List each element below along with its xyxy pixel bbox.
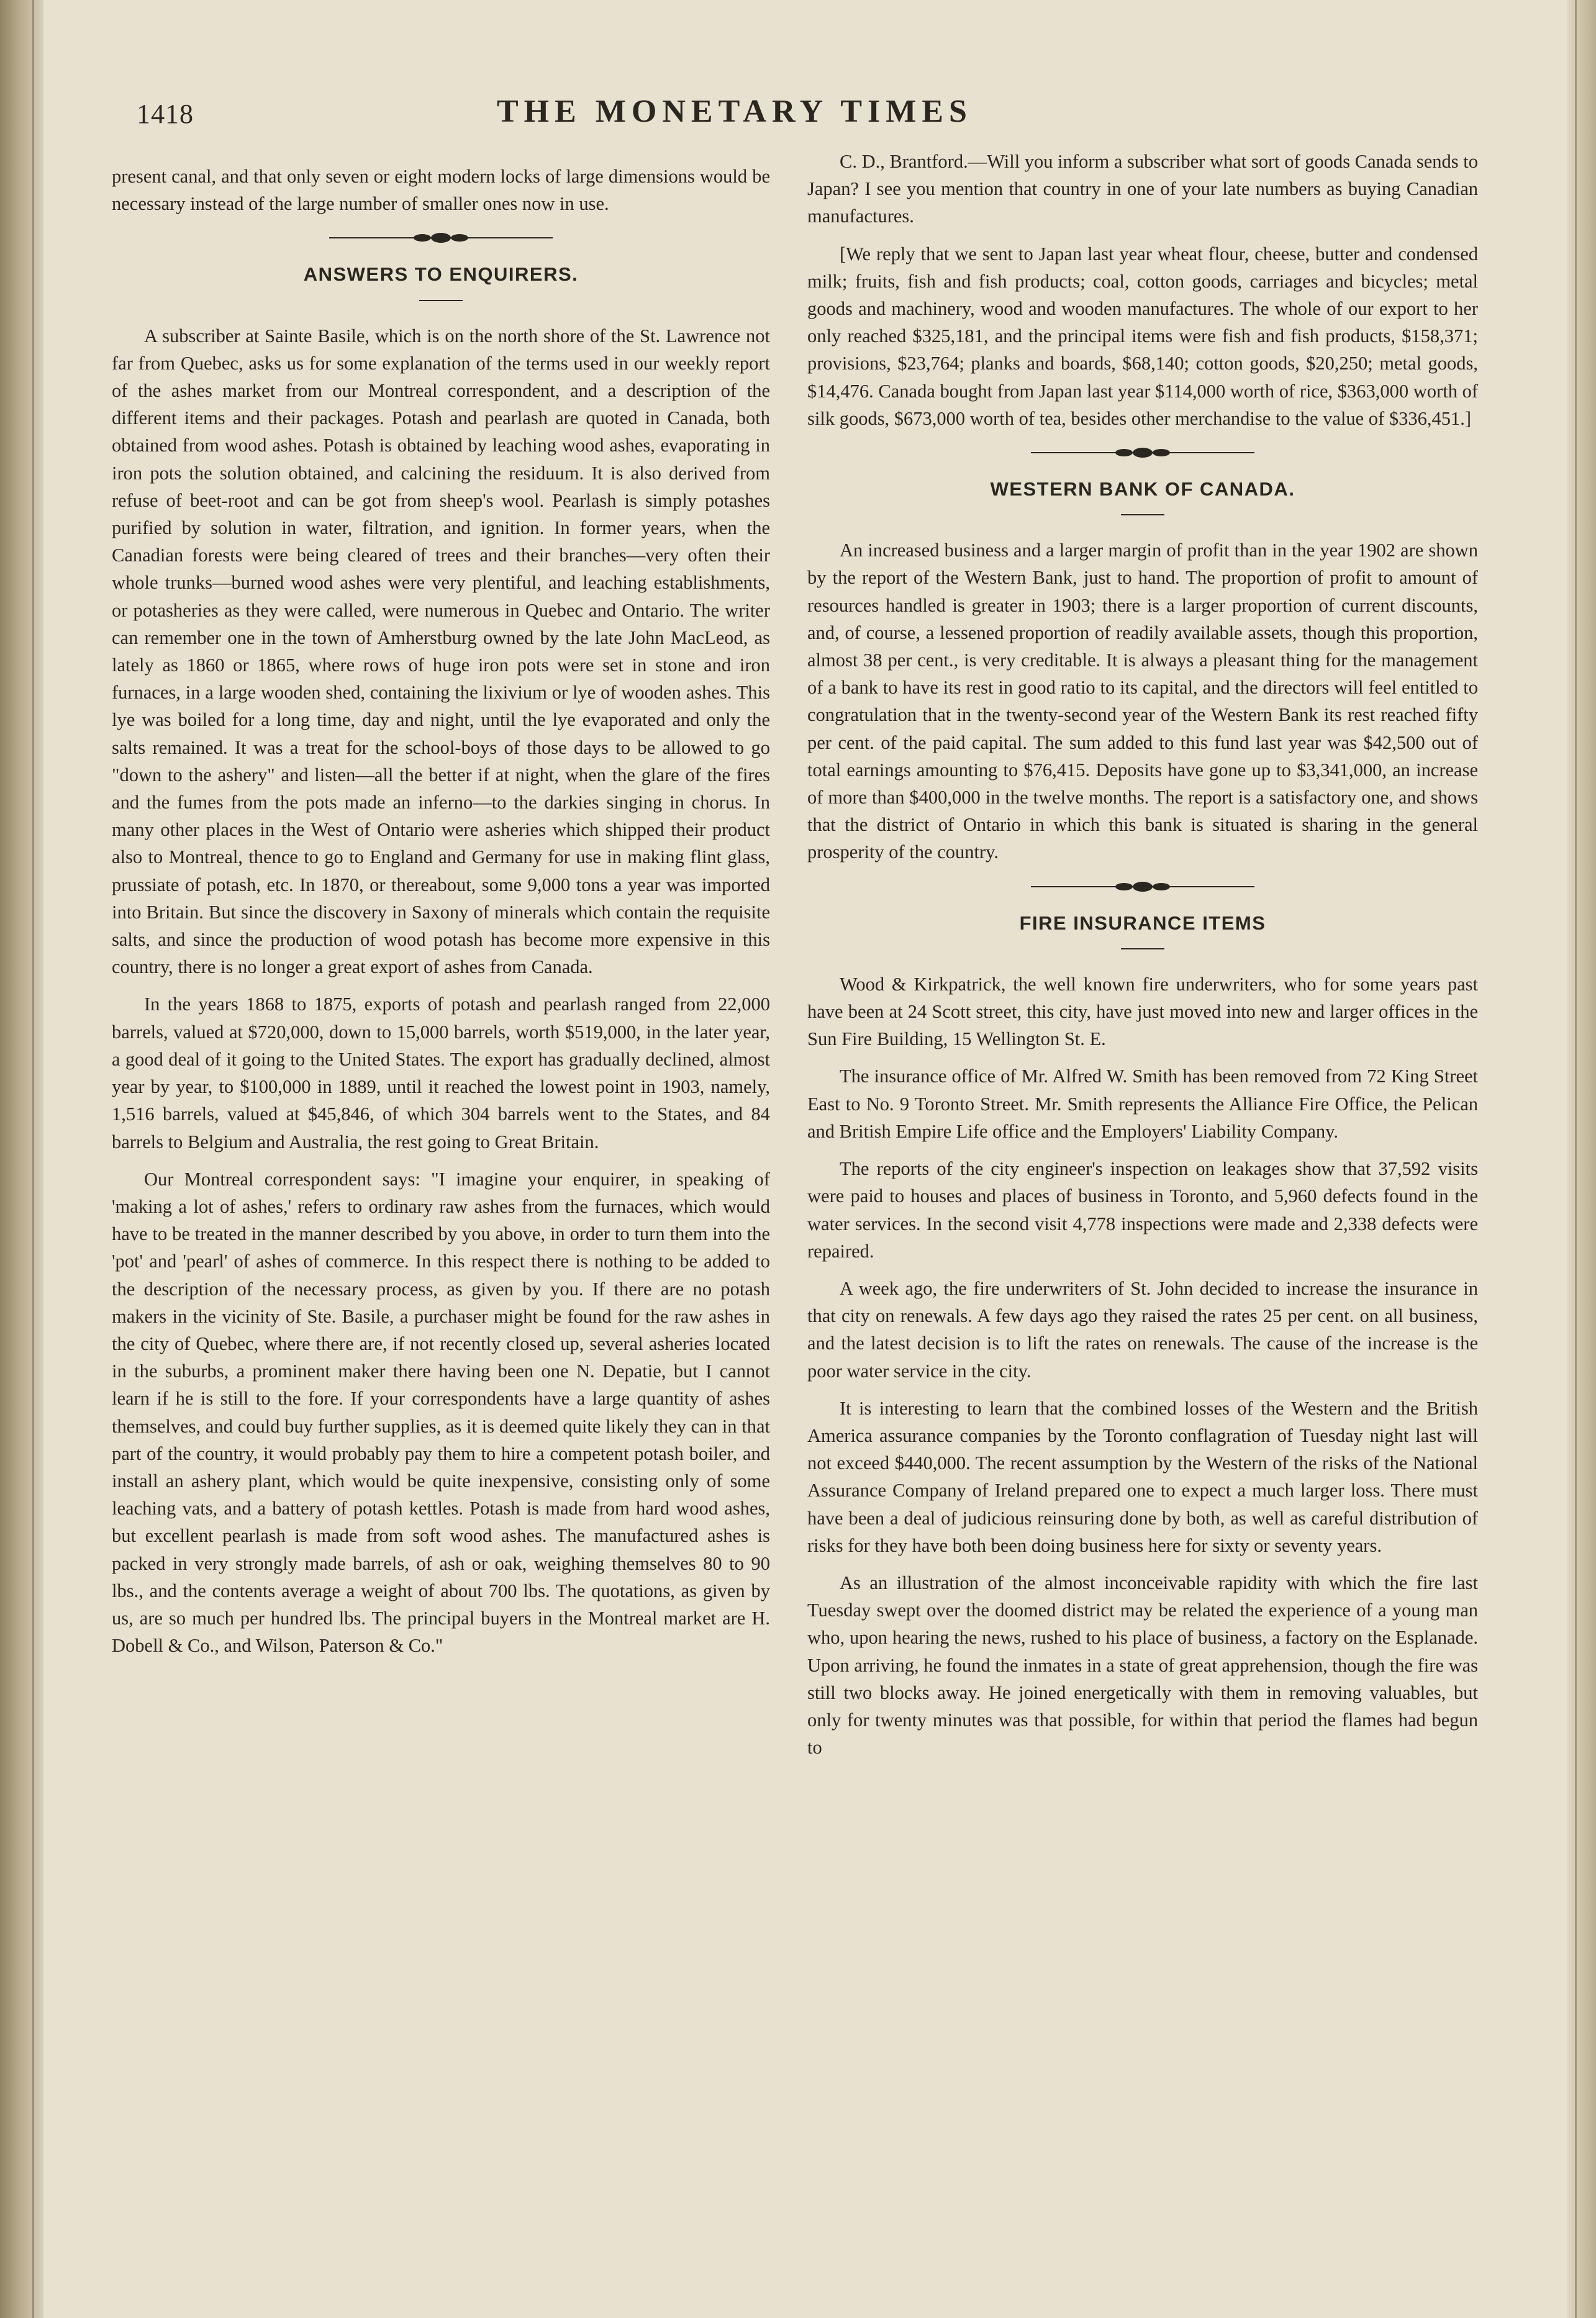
book-spine-shadow xyxy=(0,0,43,2318)
left-column xyxy=(112,163,770,1669)
reply-paragraph: [We reply that we sent to Japan last year wheat flour, cheese, butter and condensed milk; fruits, fish and fish products; coal, cotton goods, carriages and bicycles; metal goods and machinery, wood and wooden manufactures. The whole of our export to her only reached $325,181, and the principal items were fish and fish products, $158,371; provisions, $23,764; planks and boards, $68,140; cotton goods, $20,250; metal goods, $14,476. Canada bought from Japan last year $114,000 worth of rice, $363,000 worth of silk goods, $673,000 worth of tea, besides other merchandise to the value of $336,451.] xyxy=(807,243,1478,429)
edge-rule xyxy=(1575,0,1577,2318)
section-heading-fire-insurance: FIRE INSURANCE ITEMS xyxy=(1019,912,1266,934)
fire-paragraph-1: Wood & Kirkpatrick, the well known fire underwriters, who for some years past have been at 24 Scott street, this city, have just moved into new and larger offices in the Sun Fire Building, 15 Wellington St. E. xyxy=(807,973,1478,1050)
right-column xyxy=(807,148,1478,1771)
page-header xyxy=(137,93,1515,149)
page-edge xyxy=(1567,0,1596,2318)
fire-paragraph-6: As an illustration of the almost inconceivable rapidity with which the fire last Tuesday swept over the doomed district may be related the experience of a young man who, upon hearing the news, rushed to his place of business, a factory on the Esplanade. Upon arriving, he found the inmates in a state of great apprehension, though the fire was still two blocks away. He joined energetically with them in removing valuables, but only for twenty minutes was that possible, for within that period the flames had begun to xyxy=(807,1572,1478,1759)
gutter-line xyxy=(32,0,34,2318)
enquiry-paragraph: C. D., Brantford.—Will you inform a subscriber what sort of goods Canada sends to Japan? I see you mention that country in one of your late numbers as buying Canadian manufactures. xyxy=(807,151,1478,227)
section-heading-answers: ANSWERS TO ENQUIRERS. xyxy=(303,263,579,286)
short-rule xyxy=(1121,948,1164,949)
answers-paragraph-3: Our Montreal correspondent says: "I imagine your enquirer, in speaking of 'making a lot of ashes,' refers to ordinary raw ashes from the furnaces, which would have to be treated in the manner described by you above, in order to turn them into the 'pot' and 'pearl' of ashes of commerce. In this respect there is nothing to be added to the description of the necessary process, as given by you. If there are no potash makers in the vicinity of Ste. Basile, a purchaser might be found for the raw ashes in the city of Quebec, where there are, if not recently closed up, several asheries located in the suburbs, a prominent maker there having been one N. Depatie, but I cannot learn if he is still to the fore. If your correspondents have a large quantity of ashes themselves, and could buy further supplies, as it is deemed quite likely they can in that part of the country, it would probably pay them to hire a competent potash boiler, and install an ashery plant, which would be quite inexpensive, consisting only of some leaching vats, and a battery of potash kettles. Potash is made from hard wood ashes, but excellent pearlash is made from soft wood ashes. The manufactured ashes is packed in very strongly made barrels, of ash or oak, weighing themselves 80 to 90 lbs., and the contents average a weight of about 700 lbs. The quotations, as given by us, are so much per hundred lbs. The principal buyers in the Montreal market are H. Dobell & Co., and Wilson, Paterson & Co." xyxy=(112,1168,770,1657)
answers-paragraph-2: In the years 1868 to 1875, exports of potash and pearlash ranged from 22,000 barrels, valued at $720,000, down to 15,000 barrels, worth $519,000, in the later year, a good deal of it going to the United States. The export has gradually declined, almost year by year, to $100,000 in 1889, until it reached the lowest point in 1903, namely, 1,516 barrels, valued at $45,846, of which 304 barrels went to the States, and 84 barrels to Belgium and Australia, the rest going to Great Britain. xyxy=(112,994,770,1152)
fire-paragraph-3: The reports of the city engineer's inspection on leakages show that 37,592 visits were paid to houses and places of business in Toronto, and 5,960 defects found in the water services. In the second visit 4,778 inspections were made and 2,338 defects were repaired. xyxy=(807,1158,1478,1262)
short-rule xyxy=(419,300,463,301)
bank-paragraph: An increased business and a larger margin of profit than in the year 1902 are shown by the report of the Western Bank, just to hand. The proportion of profit to amount of resources handled is greater in 1903; there is a larger proportion of current discounts, and, of course, a lessened proportion of readily available assets, though this proportion, almost 38 per cent., is very creditable. It is always a pleasant thing for the management of a bank to have its rest in good ratio to its capital, and the directors will feel entitled to congratulation that in the twenty-second year of the Western Bank its rest reached fifty per cent. of the paid capital. The sum added to this fund last year was $42,500 out of total earnings amounting to $76,415. Deposits have gone up to $3,341,000, an increase of more than $400,000 in the twelve months. The report is a satisfactory one, and shows that the district of Ontario in which this bank is situated is sharing in the general prosperity of the country. xyxy=(807,540,1478,863)
short-rule xyxy=(1121,514,1164,515)
fire-paragraph-4: A week ago, the fire underwriters of St. John decided to increase the insurance in that city on renewals. A few days ago they raised the rates 25 per cent. on all business, and the latest decision is to lift the rates on renewals. The cause of the increase is the poor water service in the city. xyxy=(807,1277,1478,1382)
ornament-divider xyxy=(329,231,553,245)
page-number: 1418 xyxy=(137,99,194,129)
fire-paragraph-2: The insurance office of Mr. Alfred W. Smith has been removed from 72 King Street East to No. 9 Toronto Street. Mr. Smith represents the Alliance Fire Office, the Pelican and British Empire Life office and the Employers' Liability Company. xyxy=(807,1066,1478,1142)
masthead: THE MONETARY TIMES xyxy=(497,94,973,129)
fire-paragraph-5: It is interesting to learn that the combined losses of the Western and the British America assurance companies by the Toronto conflagration of Tuesday night last will not exceed $440,000. The recent assumption by the Western of the risks of the National Assurance Company of Ireland prepared one to expect a much larger loss. There must have been a deal of judicious reinsuring done by both, as well as careful distribution of risks for they have both been doing business here for sixty or seventy years. xyxy=(807,1397,1478,1556)
intro-paragraph: present canal, and that only seven or eight modern locks of large dimensions would be necessary instead of the large number of smaller ones now in use. xyxy=(112,166,770,215)
answers-paragraph-1: A subscriber at Sainte Basile, which is on the north shore of the St. Lawrence not far from Quebec, asks us for some explanation of the terms used in our weekly report of the ashes market from our Montreal correspondent, and a description of the different items and their packages. Potash and pearlash are quoted in Canada, both obtained from wood ashes. Potash is obtained by leaching wood ashes, evaporating in iron pots the solution obtained, and calcining the residuum. It is also derived from refuse of beet-root and can be got from sheep's wool. Pearlash is simply potashes purified by solution in water, filtration, and ignition. In former years, when the Canadian forests were being cleared of trees and their branches—very often their whole trunks—burned wood ashes were very plentiful, and leaching establishments, or potasheries as they were called, were numerous in Quebec and Ontario. The writer can remember one in the town of Amherstburg owned by the late John MacLeod, as lately as 1860 or 1865, where rows of huge iron pots were set in stone and iron furnaces, in a large wooden shed, containing the lixivium or lye of wooden ashes. This lye was boiled for a long time, day and night, until the lye evaporated and only the salts remained. It was a treat for the school-boys of those days to be allowed to go "down to the ashery" and listen—all the better if at night, when the glare of the fires and the fumes from the pots made an inferno—to the darkies singing in chorus. In many other places in the West of Ontario were asheries which shipped their product also to Montreal, thence to go to England and Germany for use in making flint glass, prussiate of potash, etc. In 1870, or thereabout, some 9,000 tons a year was imported into Britain. But since the discovery in Saxony of minerals which contain the requisite salts, and since the production of wood potash has become more expensive in this country, there is no longer a great export of ashes from Canada. xyxy=(112,325,770,978)
section-heading-western-bank: WESTERN BANK OF CANADA. xyxy=(990,478,1295,500)
ornament-divider xyxy=(1031,446,1254,460)
ornament-divider xyxy=(1031,880,1254,894)
